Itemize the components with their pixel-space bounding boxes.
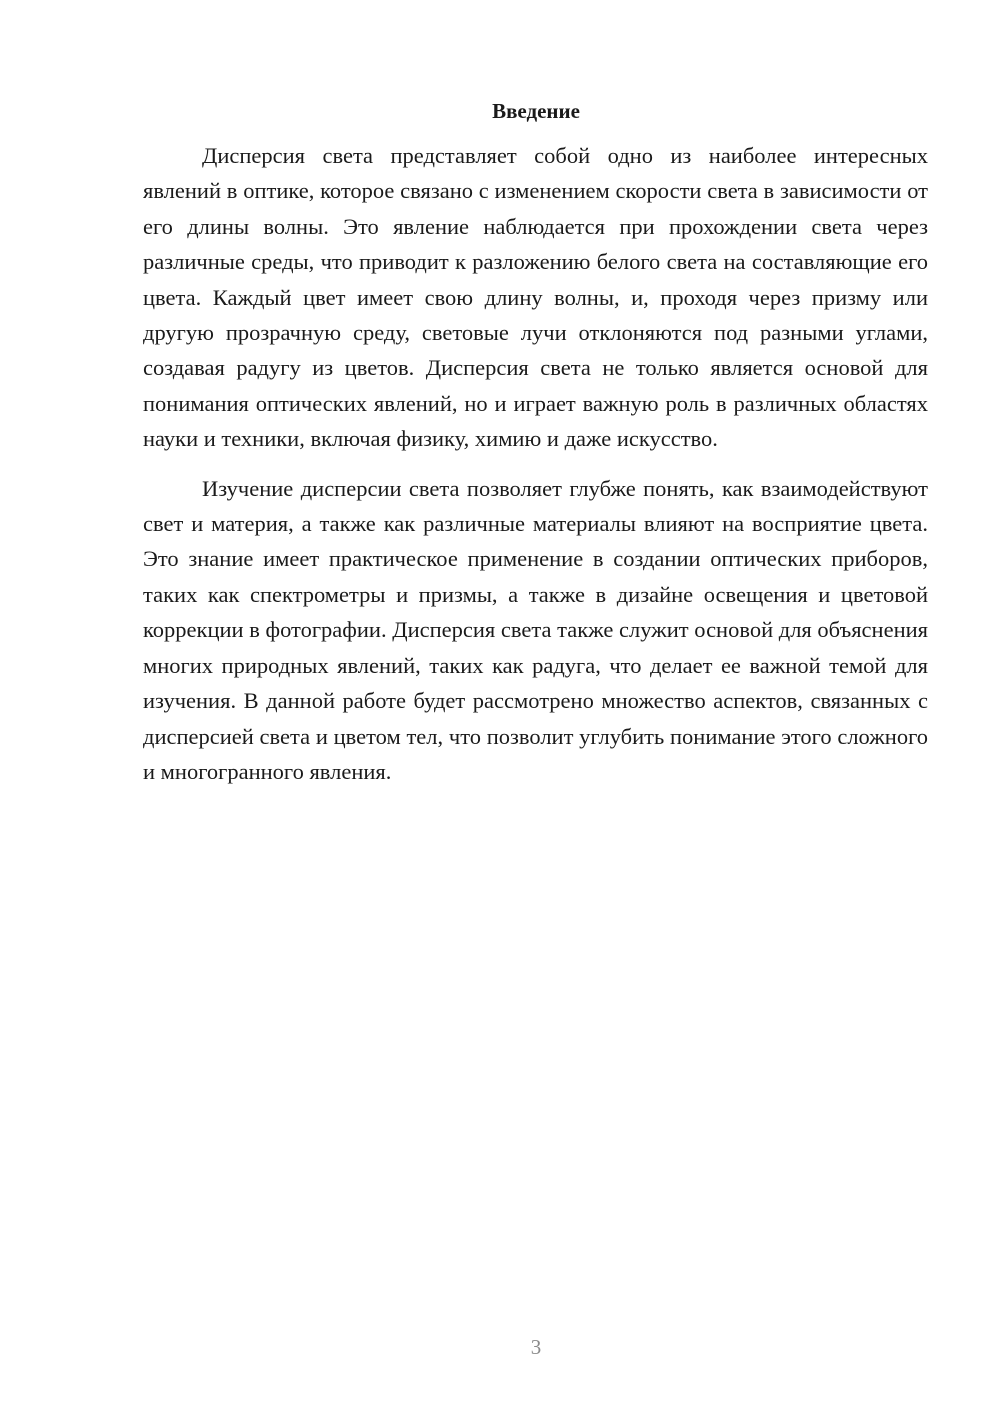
paragraph-2: Изучение дисперсии света позволяет глубже понять, как взаимодействуют свет и материя, а также как различные материалы влияют на восприятие цвета. Это знание имеет практическое применение в создании оптических приборов, таких как спектрометры и призмы, а также в дизайне освещения и цветовой коррекции в фотографии. Дисперсия света также служит основой для объяснения многих природных явлений, таких как радуга, что делает ее важной темой для изучения. В данной работе будет рассмотрено множество аспектов, связанных с дисперсией света и цветом тел, что позволит углубить понимание этого сложного и многогранного явления. bbox=[143, 475, 928, 784]
paragraph-1: Дисперсия света представляет собой одно из наиболее интересных явлений в оптике, которое связано с изменением скорости света в зависимости от его длины волны. Это явление наблюдается при прохождении света через различные среды, что приводит к разложению белого света на составляющие его цвета. Каждый цвет имеет свою длину волны, и, проходя через призму или другую прозрачную среду, световые лучи отклоняются под разными углами, создавая радугу из цветов. Дисперсия света не только является основой для понимания оптических явлений, но и играет важную роль в различных областях науки и техники, включая физику, химию и даже искусство. bbox=[143, 143, 928, 452]
section-heading: Введение bbox=[492, 99, 580, 123]
page-number: 3 bbox=[530, 1335, 542, 1359]
page-content bbox=[143, 95, 928, 789]
